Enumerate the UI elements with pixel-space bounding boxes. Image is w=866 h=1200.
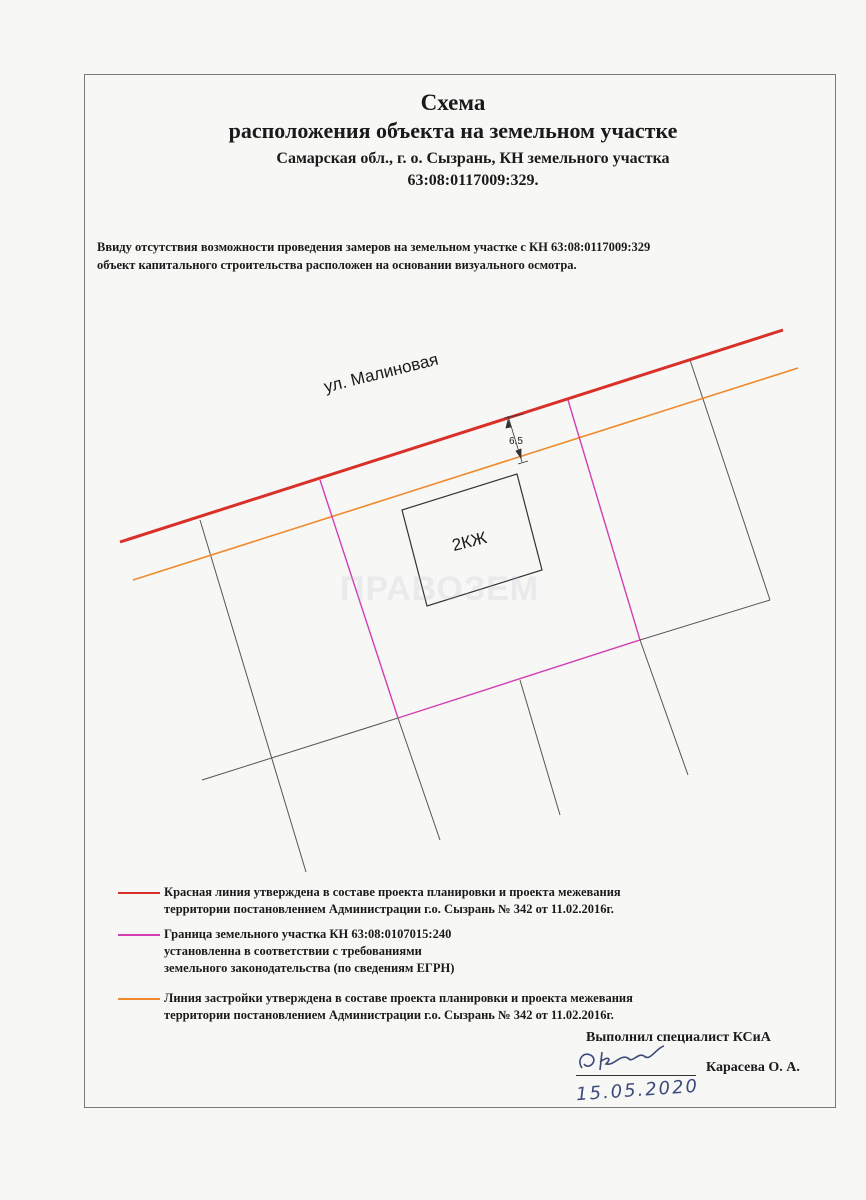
cadastral-number: 63:08:0117009:329. <box>407 172 539 189</box>
legend-red-text <box>164 884 758 918</box>
rear-boundary-left <box>202 718 398 780</box>
document-subtitle: расположения объекта на земельном участке <box>228 118 678 143</box>
legend-magenta-swatch <box>118 934 160 936</box>
neighbour-boundary-1 <box>200 520 306 872</box>
legend-building-line <box>118 990 758 1024</box>
signer-name: Карасева О. А. <box>706 1060 800 1075</box>
location-line: Самарская обл., г. о. Сызрань, КН земельного участка <box>276 150 670 167</box>
rear-boundary-right <box>640 600 770 640</box>
intro-line-1: Ввиду отсутствия возможности проведения замеров на земельном участке с КН 63:08:0117009:329 <box>97 240 651 254</box>
legend-building-line2: территории постановлением Администрации г.о. Сызрань № 342 от 11.02.2016г. <box>164 1008 614 1022</box>
legend-parcel-border <box>118 926 758 977</box>
legend-building-text <box>164 990 758 1024</box>
legend-parcel-text <box>164 926 544 977</box>
legend-red-line <box>118 884 758 918</box>
street-label: ул. Малиновая <box>322 349 441 397</box>
document-title: Схема <box>420 90 486 115</box>
setback-label: 6.5 <box>509 436 523 447</box>
neighbour-boundary-4 <box>640 640 688 775</box>
red-line <box>120 330 783 542</box>
legend-red-swatch <box>118 892 160 894</box>
legend-parcel-line1: Граница земельного участка КН 63:08:0107015:240 <box>164 927 452 941</box>
performer-title: Выполнил специалист КСиА <box>586 1030 771 1045</box>
legend-orange-swatch <box>118 998 160 1000</box>
neighbour-boundary-2 <box>398 718 440 840</box>
parcel-border <box>320 400 640 718</box>
legend-building-line1: Линия застройки утверждена в составе проекта планировки и проекта межевания <box>164 991 633 1005</box>
legend-red-line2: территории постановлением Администрации г.о. Сызрань № 342 от 11.02.2016г. <box>164 902 614 916</box>
legend-parcel-line3: земельного законодательства (по сведениям ЕГРН) <box>164 961 455 975</box>
signature-line <box>576 1075 696 1076</box>
watermark: ПРАВОЗЕМ <box>340 570 540 608</box>
legend-red-line1: Красная линия утверждена в составе проекта планировки и проекта межевания <box>164 885 621 899</box>
neighbour-boundary-3 <box>520 680 560 815</box>
intro-line-2: объект капитального строительства расположен на основании визуального осмотра. <box>97 258 577 272</box>
signature <box>572 1038 682 1078</box>
building-label: 2КЖ <box>450 528 489 555</box>
signature-date: 15.05.2020 <box>575 1075 700 1106</box>
neighbour-boundary-5 <box>690 360 770 600</box>
legend-parcel-line2: установленна в соответствии с требованиями <box>164 944 422 958</box>
